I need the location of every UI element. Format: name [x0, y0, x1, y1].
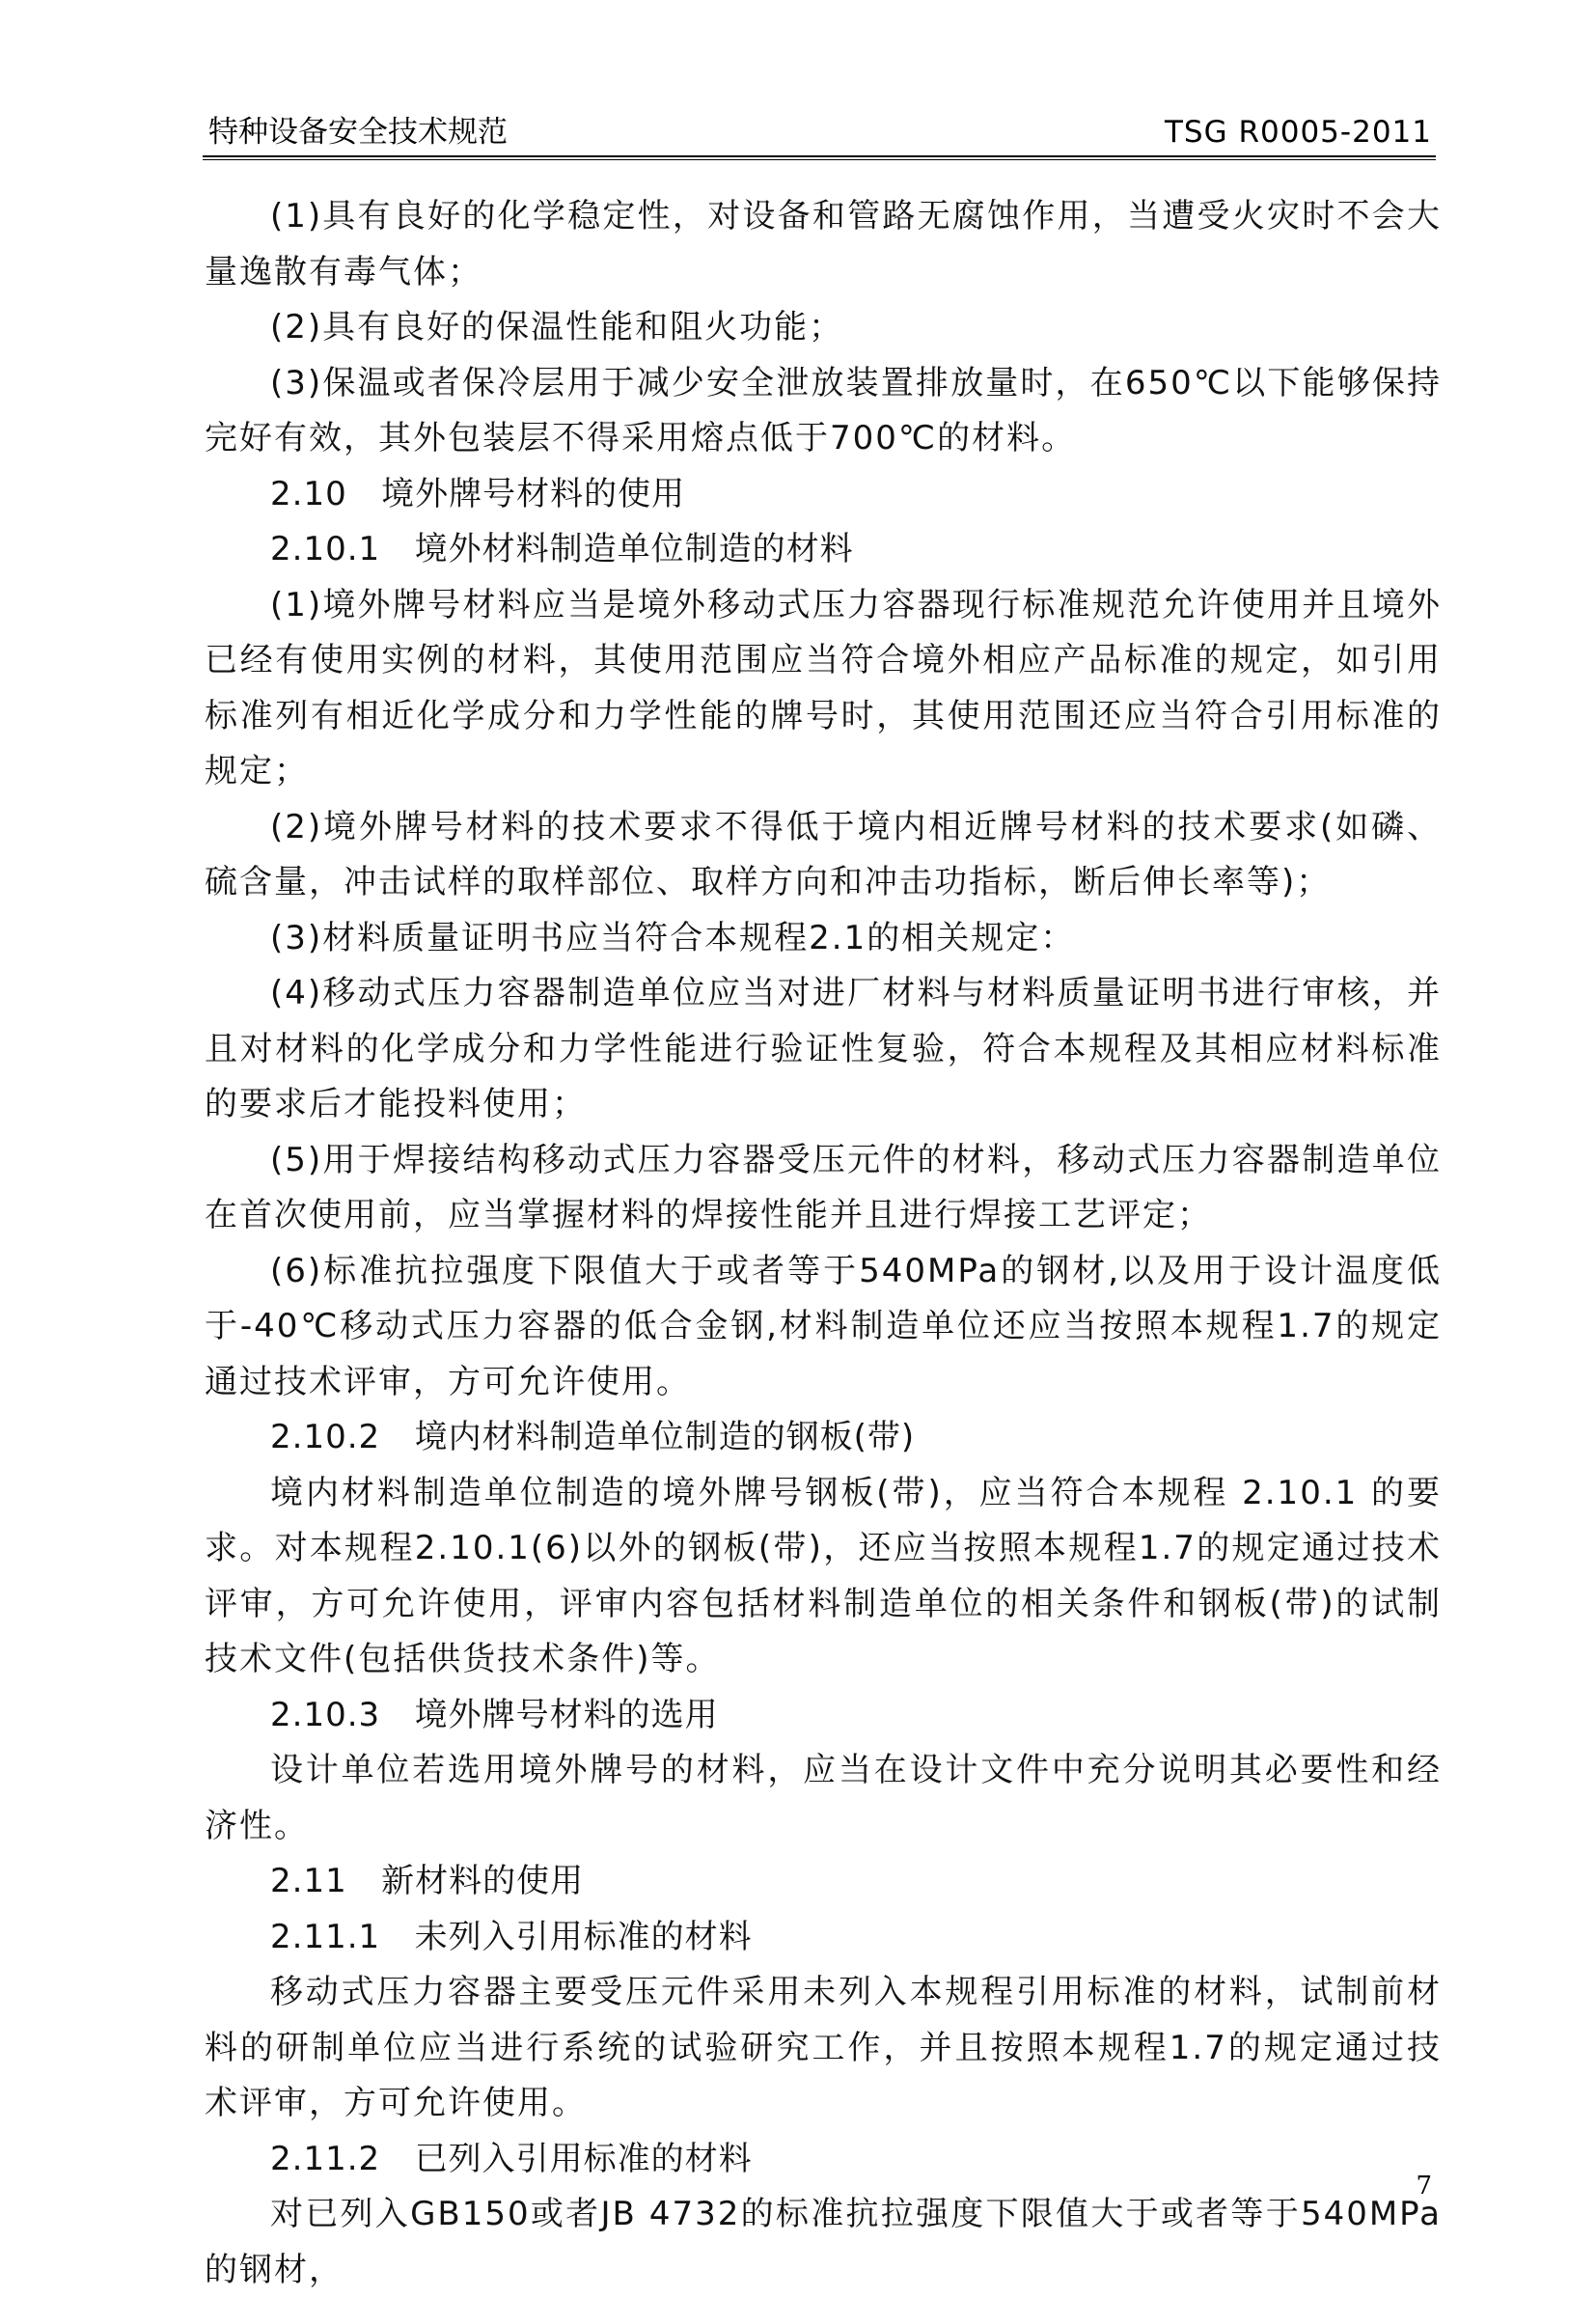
- paragraph: (1)具有良好的化学稳定性，对设备和管路无腐蚀作用，当遭受火灾时不会大量逸散有毒气体；: [205, 197, 1442, 291]
- subsection-heading: 2.11.1 未列入引用标准的材料: [270, 1917, 753, 1956]
- header-title: 特种设备安全技术规范: [208, 115, 508, 150]
- header-rule-thin: [203, 159, 1436, 160]
- subsection-heading: 2.10.1 境外材料制造单位制造的材料: [270, 530, 854, 568]
- section-heading: 2.10 境外牌号材料的使用: [270, 474, 686, 513]
- header-rule: [203, 155, 1436, 157]
- paragraph: (3)保温或者保冷层用于减少安全泄放装置排放量时，在650℃以下能够保持完好有效，其外包装层不得采用熔点低于700℃的材料。: [205, 363, 1442, 457]
- paragraph: 移动式压力容器主要受压元件采用未列入本规程引用标准的材料，试制前材料的研制单位应当进行系统的试验研究工作，并且按照本规程1.7的规定通过技术评审，方可允许使用。: [205, 1973, 1442, 2122]
- paragraph: (6)标准抗拉强度下限值大于或者等于540MPa的钢材,以及用于设计温度低于-40℃移动式压力容器的低合金钢,材料制造单位还应当按照本规程1.7的规定通过技术评审，方可允许使用。: [205, 1251, 1442, 1401]
- section-heading: 2.11 新材料的使用: [270, 1862, 585, 1900]
- paragraph: (1)境外牌号材料应当是境外移动式压力容器现行标准规范允许使用并且境外已经有使用实例的材料，其使用范围应当符合境外相应产品标准的规定，如引用标准列有相近化学成分和力学性能的牌号时，其使用范围还应当符合引用标准的规定；: [205, 585, 1442, 790]
- paragraph: (2)境外牌号材料的技术要求不得低于境内相近牌号材料的技术要求(如磷、硫含量，冲击试样的取样部位、取样方向和冲击功指标，断后伸长率等)；: [205, 807, 1442, 901]
- paragraph: 境内材料制造单位制造的境外牌号钢板(带)，应当符合本规程 2.10.1 的要求。对本规程2.10.1(6)以外的钢板(带)，还应当按照本规程1.7的规定通过技术评审，方可允许使用，评审内容包括材料制造单位的相关条件和钢板(带)的试制技术文件(包括供货技术条件)等。: [205, 1473, 1442, 1678]
- paragraph: (5)用于焊接结构移动式压力容器受压元件的材料，移动式压力容器制造单位在首次使用前，应当掌握材料的焊接性能并且进行焊接工艺评定；: [205, 1140, 1442, 1234]
- paragraph: 对已列入GB150或者JB 4732的标准抗拉强度下限值大于或者等于540MPa的钢材，: [205, 2195, 1442, 2289]
- subsection-heading: 2.10.2 境内材料制造单位制造的钢板(带): [270, 1418, 916, 1456]
- paragraph: (3)材料质量证明书应当符合本规程2.1的相关规定：: [270, 918, 1076, 957]
- paragraph: (2)具有良好的保温性能和阻火功能；: [270, 308, 844, 346]
- paragraph: 设计单位若选用境外牌号的材料，应当在设计文件中充分说明其必要性和经济性。: [205, 1751, 1442, 1845]
- page-number: 7: [1416, 2172, 1432, 2201]
- body-text: [205, 189, 1442, 2298]
- header-code: TSG R0005-2011: [1164, 115, 1432, 150]
- subsection-heading: 2.11.2 已列入引用标准的材料: [270, 2139, 753, 2178]
- paragraph: (4)移动式压力容器制造单位应当对进厂材料与材料质量证明书进行审核，并且对材料的化学成分和力学性能进行验证性复验，符合本规程及其相应材料标准的要求后才能投料使用；: [205, 974, 1442, 1123]
- subsection-heading: 2.10.3 境外牌号材料的选用: [270, 1695, 719, 1734]
